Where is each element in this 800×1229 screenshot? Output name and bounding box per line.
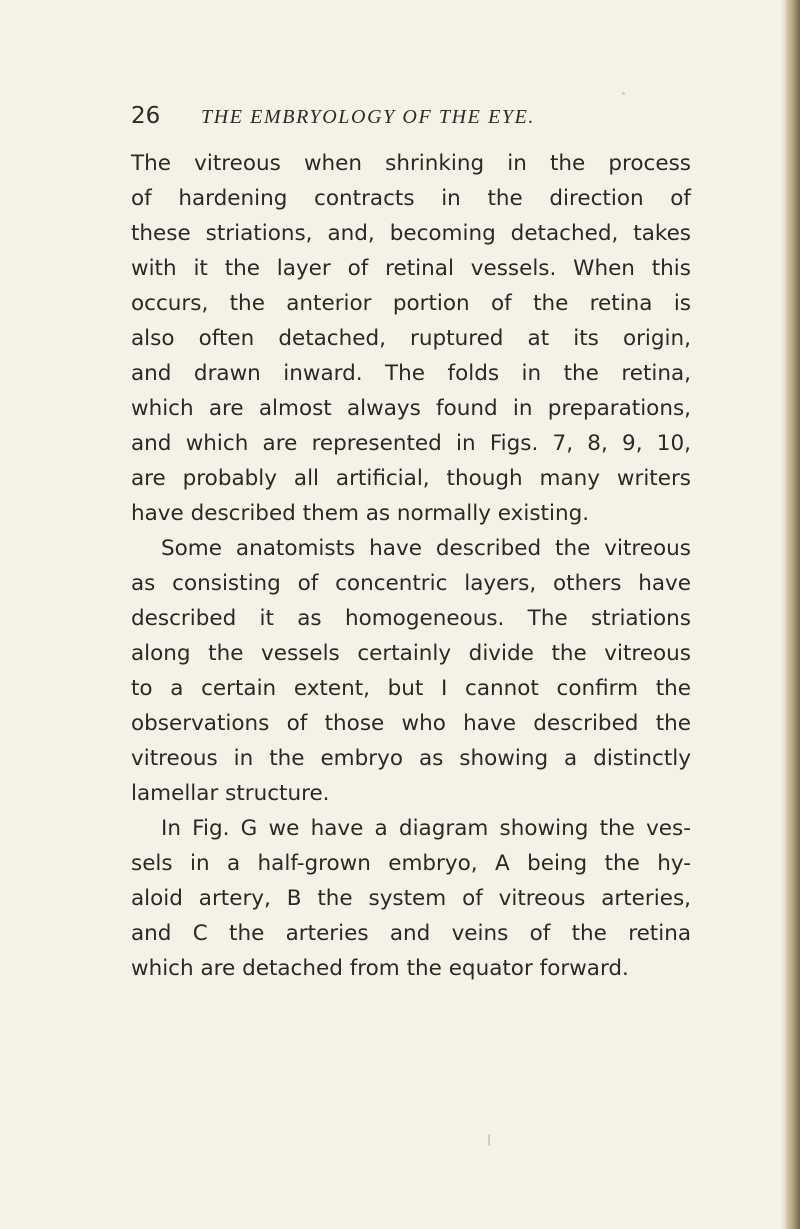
text-line: occurs, the anterior portion of the retina is bbox=[131, 291, 691, 316]
text-line: with it the layer of retinal vessels. When this bbox=[131, 256, 691, 281]
text-line: sels in a half-grown embryo, A being the hy- bbox=[131, 851, 691, 876]
page-edge bbox=[786, 0, 800, 1229]
text-line: and C the arteries and veins of the retina bbox=[131, 921, 691, 946]
text-line: described it as homogeneous. The striations bbox=[131, 606, 691, 631]
text-line: and drawn inward. The folds in the retina, bbox=[131, 361, 691, 386]
text-line: vitreous in the embryo as showing a distinctly bbox=[131, 746, 691, 771]
text-line: aloid artery, B the system of vitreous arteries, bbox=[131, 886, 691, 911]
page-number: 26 bbox=[131, 103, 161, 129]
text-line: observations of those who have described the bbox=[131, 711, 691, 736]
paper-speck bbox=[488, 1134, 490, 1146]
text-line: which are detached from the equator forward. bbox=[131, 956, 629, 981]
text-line: and which are represented in Figs. 7, 8, 9, 10, bbox=[131, 431, 691, 456]
running-header bbox=[131, 100, 751, 134]
paper-speck bbox=[622, 92, 625, 95]
text-line: as consisting of concentric layers, others have bbox=[131, 571, 691, 596]
text-line: lamellar structure. bbox=[131, 781, 330, 806]
text-line: also often detached, ruptured at its origin, bbox=[131, 326, 691, 351]
text-line: along the vessels certainly divide the vitreous bbox=[131, 641, 691, 666]
text-line: have described them as normally existing. bbox=[131, 501, 590, 526]
text-line: Some anatomists have described the vitreous bbox=[161, 536, 691, 561]
text-line: to a certain extent, but I cannot confirm the bbox=[131, 676, 691, 701]
body-text bbox=[131, 146, 691, 986]
text-line: The vitreous when shrinking in the process bbox=[131, 151, 691, 176]
text-line: are probably all artificial, though many writers bbox=[131, 466, 691, 491]
text-line: which are almost always found in preparations, bbox=[131, 396, 691, 421]
text-line: of hardening contracts in the direction of bbox=[131, 186, 691, 211]
text-line: In Fig. G we have a diagram showing the ves- bbox=[161, 816, 691, 841]
running-title: THE EMBRYOLOGY OF THE EYE. bbox=[201, 106, 536, 128]
text-line: these striations, and, becoming detached, takes bbox=[131, 221, 691, 246]
